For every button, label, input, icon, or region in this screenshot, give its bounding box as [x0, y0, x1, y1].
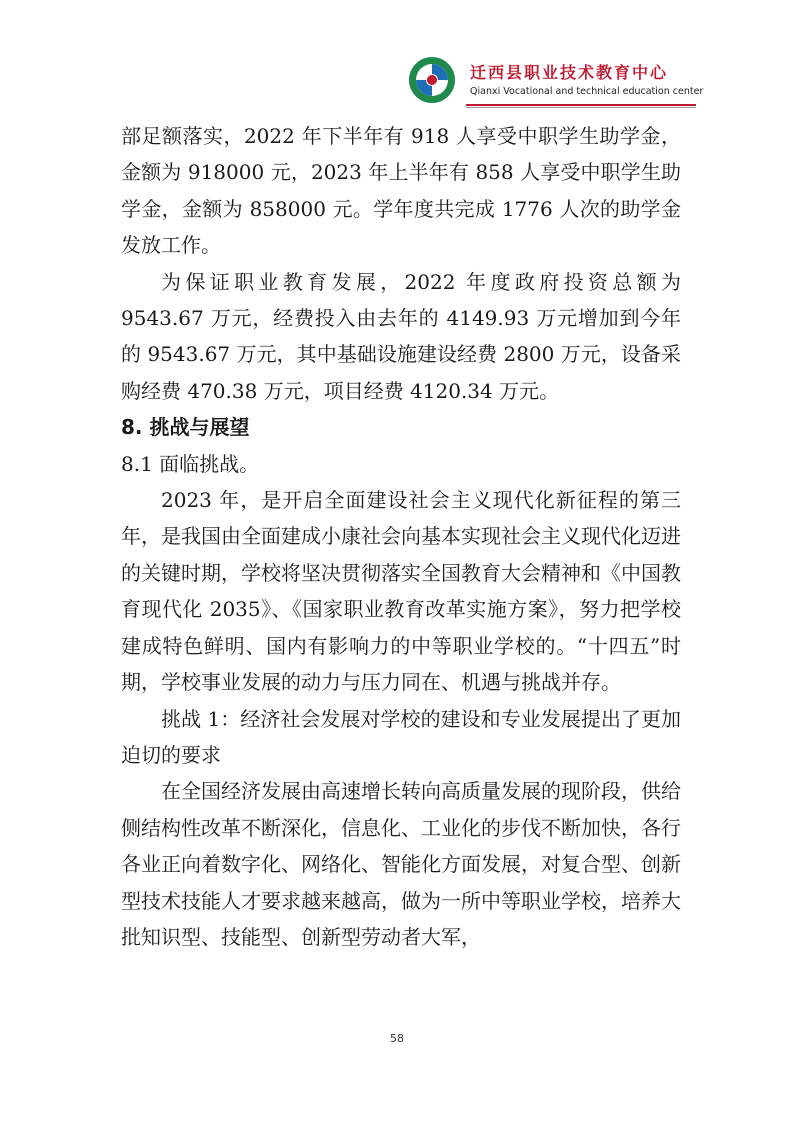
school-name-cn: 迁西县职业技术教育中心: [470, 63, 669, 82]
section-heading-8-1: 8.1 面临挑战。: [121, 451, 260, 476]
paragraph-overview: 2023 年，是开启全面建设社会主义现代化新征程的第三年，是我国由全面建成小康社会向基本实现社会主义现代化迈进的关键时期，学校将坚决贯彻落实全国教育大会精神和《中国教育现代化 2035》、《国家职业教育改革实施方案》，努力把学校建成特色鲜明、国内有影响力的中等职业学校的。“十四五”时期，学校事业发展的动力与压力同在、机遇与挑战并存。: [121, 488, 681, 695]
page-header: [400, 52, 704, 108]
document-body: [121, 118, 681, 955]
header-rule-red: [466, 104, 696, 106]
header-rule-grey: [466, 107, 696, 108]
paragraph-challenge-1: 挑战 1：经济社会发展对学校的建设和专业发展提出了更加迫切的要求: [121, 706, 681, 767]
page-number: 58: [390, 1032, 404, 1045]
school-name-en: Qianxi Vocational and technical education center: [470, 86, 704, 97]
paragraph-economy: 在全国经济发展由高速增长转向高质量发展的现阶段，供给侧结构性改革不断深化，信息化、工业化的步伐不断加快，各行各业正向着数字化、网络化、智能化方面发展，对复合型、创新型技术技能人才要求越来越高，做为一所中等职业学校，培养大批知识型、技能型、创新型劳动者大军，: [121, 779, 681, 949]
section-heading-8: 8. 挑战与展望: [121, 415, 250, 440]
paragraph-subsidy: 部足额落实，2022 年下半年有 918 人享受中职学生助学金，金额为 918000 元，2023 年上半年有 858 人享受中职学生助学金，金额为 858000 元。学年度共完成 1776 人次的助学金发放工作。: [121, 124, 681, 258]
school-emblem-icon: [408, 56, 456, 104]
paragraph-investment: 为保证职业教育发展，2022 年度政府投资总额为 9543.67 万元，经费投入由去年的 4149.93 万元增加到今年的 9543.67 万元，其中基础设施建设经费 2800 万元，设备采购经费 470.38 万元，项目经费 4120.34 万元。: [121, 269, 681, 403]
